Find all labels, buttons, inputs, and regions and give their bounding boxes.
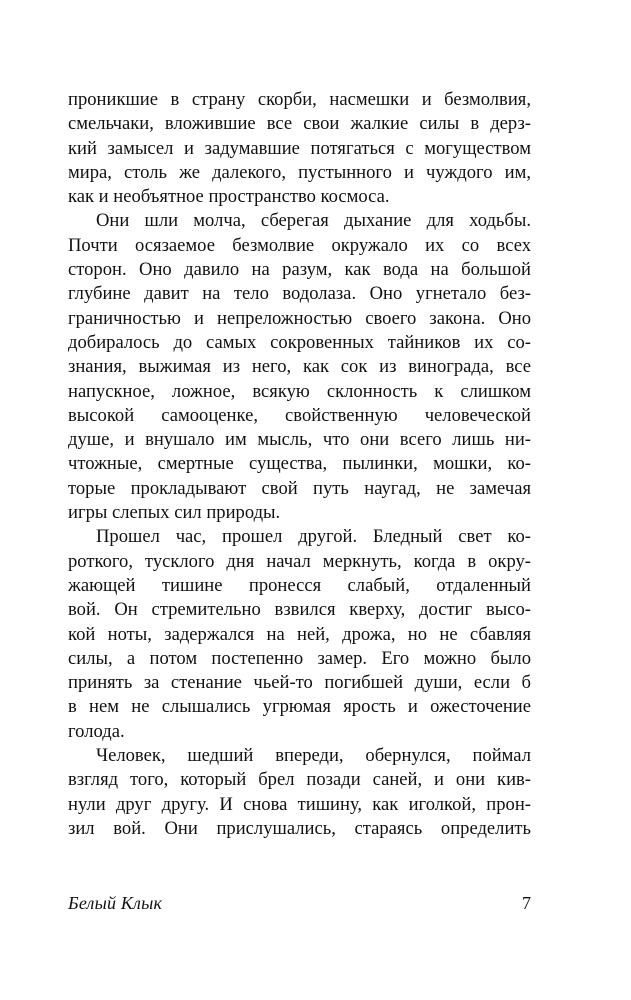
paragraph bbox=[68, 525, 531, 744]
body-text bbox=[68, 88, 531, 841]
text-line: знания, выжимая из него, как сок из винограда, все bbox=[68, 356, 531, 378]
text-line: Почти осязаемое безмолвие окружало их со всех bbox=[68, 234, 531, 256]
text-line: сторон. Оно давило на разум, как вода на большой bbox=[68, 259, 531, 281]
text-line: торые прокладывают свой путь наугад, не замечая bbox=[68, 477, 531, 499]
text-line: кой ноты, задержался на ней, дрожа, но не сбавляя bbox=[68, 623, 531, 645]
text-line: Человек, шедший впереди, обернулся, поймал bbox=[96, 745, 531, 767]
page-footer bbox=[68, 893, 531, 914]
text-line: в нем не слышались угрюмая ярость и ожесточение bbox=[68, 696, 531, 718]
text-line: принять за стенание чьей-то погибшей души, если б bbox=[68, 672, 531, 694]
text-line: роткого, тусклого дня начал меркнуть, когда в окру- bbox=[68, 550, 531, 572]
text-line: кий замысел и задумавшие потягаться с могуществом bbox=[68, 137, 531, 159]
text-line: зил вой. Они прислушались, стараясь определить bbox=[68, 817, 531, 839]
text-line: глубине давит на тело водолаза. Оно угнетало без- bbox=[68, 283, 531, 305]
text-line: взгляд того, который брел позади саней, и они кив- bbox=[68, 769, 531, 791]
paragraph bbox=[68, 209, 531, 525]
text-line: добиралось до самых сокровенных тайников их со- bbox=[68, 331, 531, 353]
running-title: Белый Клык bbox=[68, 893, 163, 913]
page-number: 7 bbox=[522, 893, 531, 913]
paragraph bbox=[68, 88, 531, 209]
text-line: граничностью и непреложностью своего закона. Оно bbox=[68, 307, 531, 329]
text-line: вой. Он стремительно взвился кверху, достиг высо- bbox=[68, 599, 531, 621]
text-line: высокой самооценке, свойственную человеческой bbox=[68, 404, 531, 426]
paragraph bbox=[68, 744, 531, 841]
text-line: голода. bbox=[68, 720, 125, 742]
text-line: силы, а потом постепенно замер. Его можно было bbox=[68, 647, 531, 669]
text-line: чтожные, смертные существа, пылинки, мошки, ко- bbox=[68, 453, 531, 475]
text-line: смельчаки, вложившие все свои жалкие силы в дерз- bbox=[68, 113, 531, 135]
text-line: как и необъятное пространство космоса. bbox=[68, 186, 390, 208]
text-line: напускное, ложное, всякую склонность к слишком bbox=[68, 380, 531, 402]
text-line: мира, столь же далекого, пустынного и чуждого им, bbox=[68, 161, 531, 183]
text-line: Прошел час, прошел другой. Бледный свет ко- bbox=[96, 526, 531, 548]
text-line: Они шли молча, сберегая дыхание для ходьбы. bbox=[96, 210, 531, 232]
text-line: жающей тишине пронесся слабый, отдаленный bbox=[68, 574, 531, 596]
text-line: душе, и внушало им мысль, что они всего лишь ни- bbox=[68, 429, 531, 451]
text-line: проникшие в страну скорби, насмешки и безмолвия, bbox=[68, 89, 531, 110]
text-line: нули друг другу. И снова тишину, как иголкой, прон- bbox=[68, 793, 531, 815]
text-line: игры слепых сил природы. bbox=[68, 502, 281, 524]
